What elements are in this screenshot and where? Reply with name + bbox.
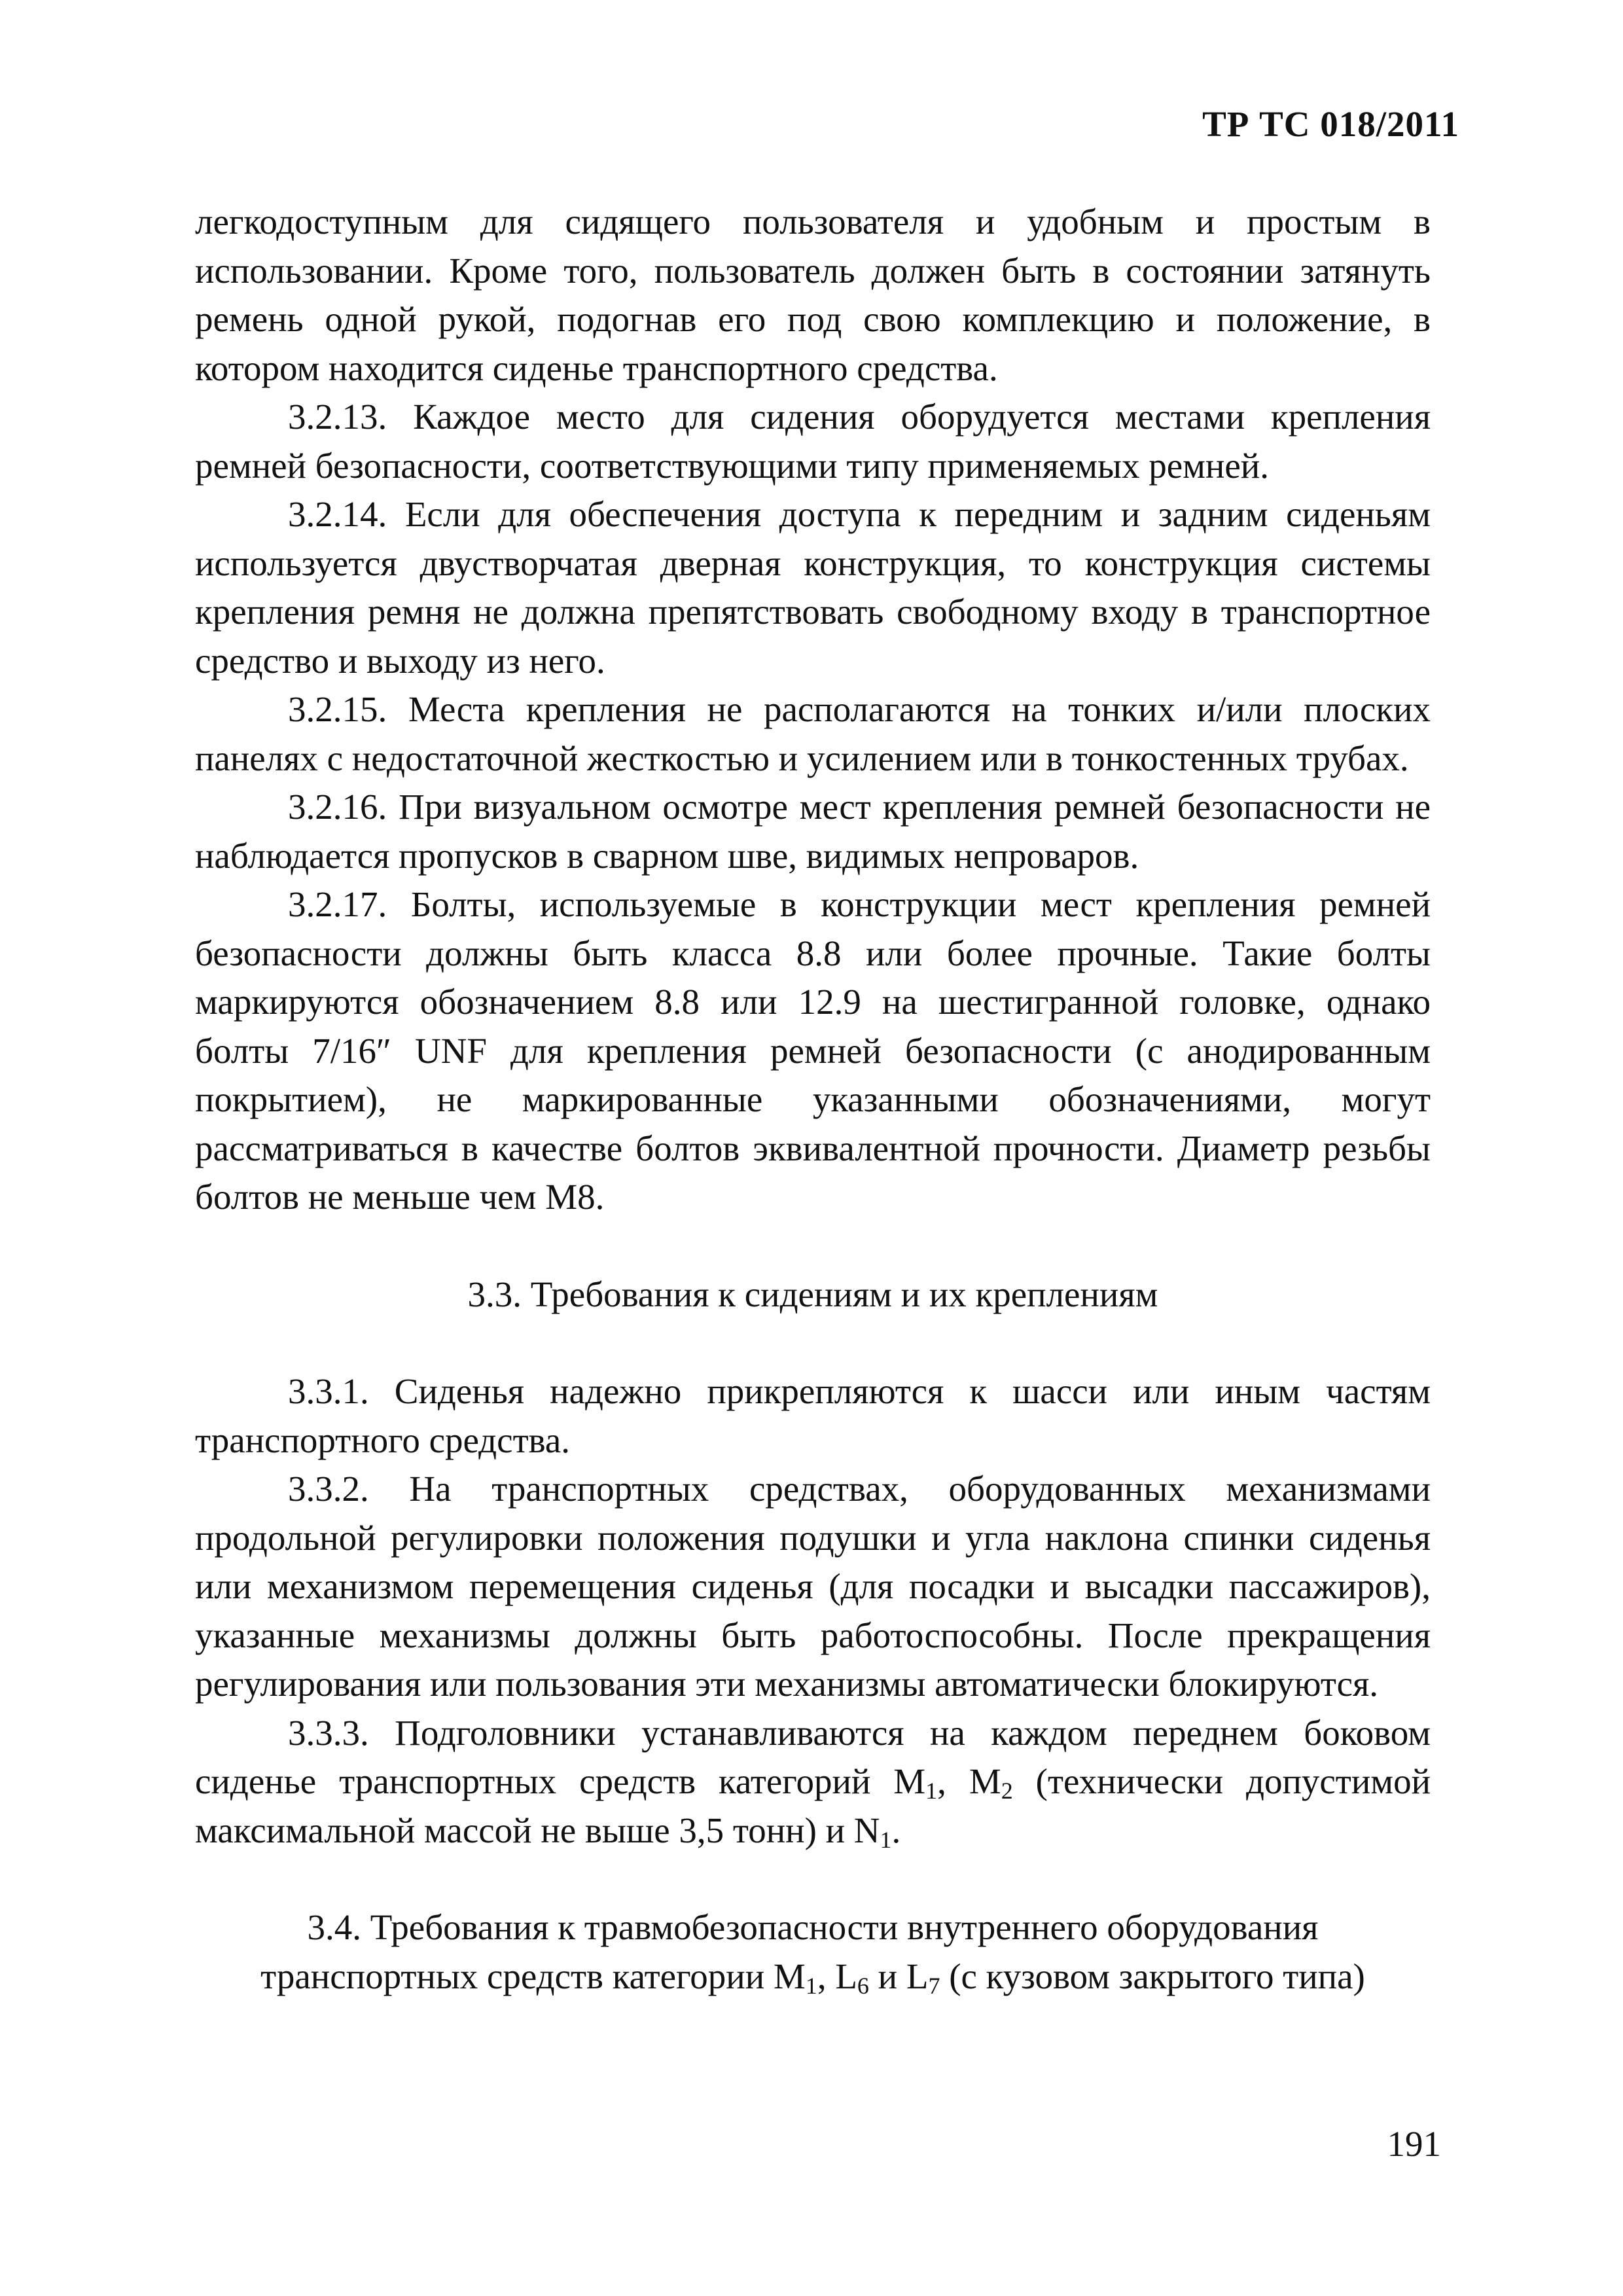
- subscript: 1: [880, 1826, 892, 1853]
- document-code-header: ТР ТС 018/2011: [1202, 104, 1459, 144]
- paragraph-number: 3.2.15.: [288, 689, 387, 729]
- paragraph-text: .: [891, 1810, 901, 1850]
- paragraph-number: 3.3.3.: [288, 1712, 369, 1753]
- paragraph-3-2-14: [195, 490, 1431, 685]
- heading-text: транспортных средств категории М: [260, 1956, 806, 1996]
- paragraph-intro: легкодоступным для сидящего пользователя и удобным и простым в использовании. Кроме того, пользователь должен быть в состоянии затянуть ремень одной рукой, подогнав его под свою комплекцию и положение, в котором находится сиденье транспортного средства.: [195, 202, 1431, 388]
- subscript: 1: [925, 1778, 938, 1804]
- section-heading-3-4: [195, 1903, 1431, 2001]
- paragraph-number: 3.2.14.: [288, 494, 387, 534]
- paragraph-text: Болты, используемые в конструкции мест крепления ремней безопасности должны быть класса 8.8 или более прочные. Такие болты маркируются обозначением 8.8 или 12.9 на шестигранной головке, однако болты 7/16″ UNF для крепления ремней безопасности (с анодированным покрытием), не маркированные указанными обозначениями, могут рассматриваться в качестве болтов эквивалентной прочности. Диаметр резьбы болтов не меньше чем М8.: [195, 884, 1431, 1217]
- section-heading-3-3: 3.3. Требования к сидениям и их креплениям: [467, 1274, 1158, 1314]
- paragraph-3-2-17: [195, 880, 1431, 1222]
- section-heading-line: [195, 1952, 1431, 2001]
- paragraph-number: 3.2.16.: [288, 787, 387, 827]
- subscript: 2: [1001, 1778, 1013, 1804]
- paragraph-text: Места крепления не располагаются на тонких и/или плоских панелях с недостаточной жесткостью и усилением или в тонкостенных трубах.: [195, 689, 1431, 778]
- section-heading-line: 3.4. Требования к травмобезопасности внутреннего оборудования: [307, 1907, 1319, 1947]
- paragraph-text: , М: [937, 1761, 1001, 1801]
- paragraph-number: 3.3.1.: [288, 1371, 369, 1411]
- paragraph-text: (технически допустимой максимальной массой не выше 3,5 тонн) и N: [195, 1761, 1431, 1850]
- page-number: 191: [1387, 2124, 1441, 2164]
- subscript: 7: [928, 1972, 940, 1999]
- paragraph-3-3-3: [195, 1709, 1431, 1856]
- subscript: 1: [805, 1972, 817, 1999]
- paragraph-3-2-15: [195, 685, 1431, 783]
- paragraph-number: 3.2.13.: [288, 397, 387, 437]
- paragraph-number: 3.2.17.: [288, 884, 387, 924]
- paragraph-3-3-1: [195, 1367, 1431, 1465]
- paragraph-text: Подголовники устанавливаются на каждом переднем боковом сиденье транспортных средств категорий М: [195, 1712, 1431, 1801]
- paragraph-text: На транспортных средствах, оборудованных механизмами продольной регулировки положения подушки и угла наклона спинки сиденья или механизмом перемещения сиденья (для посадки и высадки пассажиров), указанные механизмы должны быть работоспособны. После прекращения регулирования или пользования эти механизмы автоматически блокируются.: [195, 1469, 1431, 1704]
- heading-text: , L: [817, 1956, 857, 1996]
- paragraph-text: Каждое место для сидения оборудуется местами крепления ремней безопасности, соответствующими типу применяемых ремней.: [195, 397, 1431, 486]
- paragraph-3-2-13: [195, 393, 1431, 490]
- paragraph-text: Если для обеспечения доступа к передним и задним сиденьям используется двустворчатая дверная конструкция, то конструкция системы крепления ремня не должна препятствовать свободному входу в транспортное средство и выходу из него.: [195, 494, 1431, 681]
- document-body: [195, 198, 1431, 2001]
- heading-text: и L: [868, 1956, 929, 1996]
- paragraph-3-3-2: [195, 1465, 1431, 1709]
- paragraph-number: 3.3.2.: [288, 1469, 369, 1509]
- paragraph-3-2-16: [195, 783, 1431, 880]
- paragraph-text: При визуальном осмотре мест крепления ремней безопасности не наблюдается пропусков в сварном шве, видимых непроваров.: [195, 787, 1431, 876]
- subscript: 6: [857, 1972, 869, 1999]
- paragraph-text: Сиденья надежно прикрепляются к шасси или иным частям транспортного средства.: [195, 1371, 1431, 1460]
- heading-text: (с кузовом закрытого типа): [940, 1956, 1365, 1996]
